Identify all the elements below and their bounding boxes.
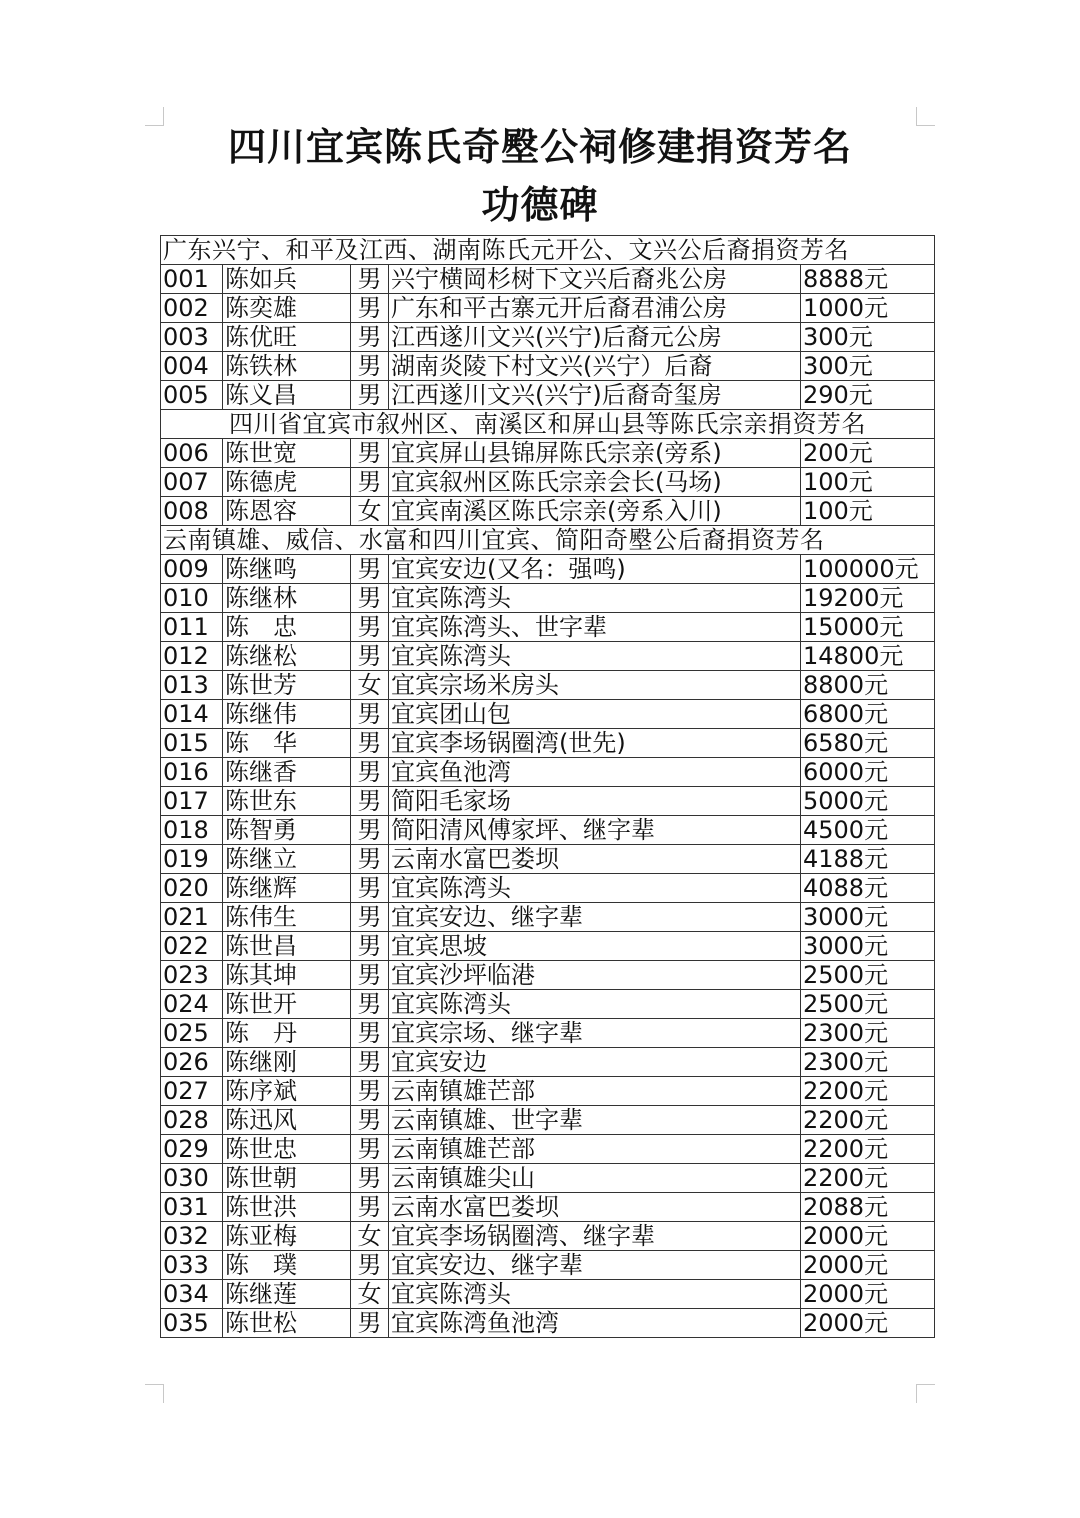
donor-gender: 男 xyxy=(351,903,389,932)
table-row xyxy=(161,265,935,294)
table-row xyxy=(161,961,935,990)
donor-number: 013 xyxy=(161,671,223,700)
donation-amount: 3000元 xyxy=(801,932,935,961)
donor-name: 陈如兵 xyxy=(223,265,351,294)
donor-number: 015 xyxy=(161,729,223,758)
donor-gender: 男 xyxy=(351,1309,389,1338)
donor-gender: 男 xyxy=(351,758,389,787)
table-row xyxy=(161,1135,935,1164)
donor-gender: 男 xyxy=(351,352,389,381)
donor-origin: 宜宾安边 xyxy=(389,1048,801,1077)
donor-gender: 男 xyxy=(351,729,389,758)
table-row xyxy=(161,1019,935,1048)
table-row xyxy=(161,729,935,758)
donor-origin: 云南镇雄芒部 xyxy=(389,1077,801,1106)
donor-number: 033 xyxy=(161,1251,223,1280)
donor-name: 陈继伟 xyxy=(223,700,351,729)
donor-gender: 男 xyxy=(351,1077,389,1106)
donor-origin: 宜宾宗场、继字辈 xyxy=(389,1019,801,1048)
page-subtitle: 功德碑 xyxy=(481,183,599,227)
donor-gender: 男 xyxy=(351,845,389,874)
table-row xyxy=(161,671,935,700)
donor-name: 陈其坤 xyxy=(223,961,351,990)
table-row xyxy=(161,758,935,787)
donor-origin: 宜宾李场锅圈湾(世先) xyxy=(389,729,801,758)
donor-gender: 男 xyxy=(351,1164,389,1193)
donor-gender: 男 xyxy=(351,874,389,903)
donation-amount: 2500元 xyxy=(801,990,935,1019)
donation-amount: 300元 xyxy=(801,352,935,381)
donor-number: 012 xyxy=(161,642,223,671)
donor-gender: 男 xyxy=(351,1135,389,1164)
donor-gender: 女 xyxy=(351,1222,389,1251)
donor-origin: 简阳毛家场 xyxy=(389,787,801,816)
table-row xyxy=(161,1222,935,1251)
donation-amount: 290元 xyxy=(801,381,935,410)
table-row xyxy=(161,642,935,671)
donation-amount: 100000元 xyxy=(801,555,935,584)
donor-origin: 广东和平古寨元开后裔君浦公房 xyxy=(389,294,801,323)
donor-name: 陈世芳 xyxy=(223,671,351,700)
donor-origin: 宜宾思坡 xyxy=(389,932,801,961)
table-row xyxy=(161,1309,935,1338)
table-row xyxy=(161,903,935,932)
donor-gender: 男 xyxy=(351,1251,389,1280)
donor-origin: 宜宾安边、继字辈 xyxy=(389,903,801,932)
donor-number: 030 xyxy=(161,1164,223,1193)
donation-amount: 2000元 xyxy=(801,1222,935,1251)
donor-number: 020 xyxy=(161,874,223,903)
crop-mark-bottom-left xyxy=(145,1384,164,1403)
donor-name: 陈继辉 xyxy=(223,874,351,903)
donor-number: 022 xyxy=(161,932,223,961)
donation-amount: 14800元 xyxy=(801,642,935,671)
donation-amount: 200元 xyxy=(801,439,935,468)
donor-number: 034 xyxy=(161,1280,223,1309)
donor-name: 陈世忠 xyxy=(223,1135,351,1164)
section-heading-row xyxy=(161,410,935,439)
table-row xyxy=(161,700,935,729)
donor-number: 008 xyxy=(161,497,223,526)
donation-amount: 2088元 xyxy=(801,1193,935,1222)
donor-name: 陈世宽 xyxy=(223,439,351,468)
donation-amount: 6800元 xyxy=(801,700,935,729)
table-row xyxy=(161,874,935,903)
crop-mark-top-left xyxy=(145,107,164,126)
donor-name: 陈序斌 xyxy=(223,1077,351,1106)
donor-name: 陈 忠 xyxy=(223,613,351,642)
donor-origin: 云南水富巴娄坝 xyxy=(389,1193,801,1222)
donor-gender: 男 xyxy=(351,1048,389,1077)
donor-origin: 宜宾陈湾头 xyxy=(389,990,801,1019)
donor-name: 陈德虎 xyxy=(223,468,351,497)
donor-number: 026 xyxy=(161,1048,223,1077)
donor-number: 010 xyxy=(161,584,223,613)
table-row xyxy=(161,323,935,352)
donation-amount: 2300元 xyxy=(801,1048,935,1077)
donor-number: 024 xyxy=(161,990,223,1019)
donation-amount: 5000元 xyxy=(801,787,935,816)
donor-origin: 宜宾陈湾头 xyxy=(389,874,801,903)
table-row xyxy=(161,294,935,323)
donor-number: 014 xyxy=(161,700,223,729)
donor-origin: 云南镇雄芒部 xyxy=(389,1135,801,1164)
donor-gender: 男 xyxy=(351,787,389,816)
donor-name: 陈继立 xyxy=(223,845,351,874)
section-heading-row xyxy=(161,526,935,555)
donation-amount: 6580元 xyxy=(801,729,935,758)
donor-gender: 男 xyxy=(351,555,389,584)
donor-number: 032 xyxy=(161,1222,223,1251)
donor-name: 陈亚梅 xyxy=(223,1222,351,1251)
donation-amount: 1000元 xyxy=(801,294,935,323)
donation-amount: 15000元 xyxy=(801,613,935,642)
donor-origin: 宜宾陈湾头、世字辈 xyxy=(389,613,801,642)
donor-gender: 女 xyxy=(351,497,389,526)
donor-table xyxy=(160,235,935,1338)
donor-name: 陈世开 xyxy=(223,990,351,1019)
table-row xyxy=(161,932,935,961)
donor-gender: 男 xyxy=(351,816,389,845)
donor-number: 007 xyxy=(161,468,223,497)
donor-gender: 女 xyxy=(351,1280,389,1309)
donor-name: 陈世松 xyxy=(223,1309,351,1338)
donor-gender: 男 xyxy=(351,584,389,613)
donor-number: 016 xyxy=(161,758,223,787)
table-row xyxy=(161,555,935,584)
donor-name: 陈优旺 xyxy=(223,323,351,352)
donor-origin: 宜宾安边(又名：强鸣) xyxy=(389,555,801,584)
donor-number: 011 xyxy=(161,613,223,642)
donor-origin: 简阳清风傅家坪、继字辈 xyxy=(389,816,801,845)
donation-amount: 100元 xyxy=(801,468,935,497)
donor-table-body xyxy=(161,236,935,1338)
table-row xyxy=(161,1164,935,1193)
donation-amount: 8800元 xyxy=(801,671,935,700)
donation-amount: 6000元 xyxy=(801,758,935,787)
donor-origin: 江西遂川文兴(兴宁)后裔元公房 xyxy=(389,323,801,352)
donor-number: 028 xyxy=(161,1106,223,1135)
donor-origin: 宜宾叙州区陈氏宗亲会长(马场) xyxy=(389,468,801,497)
donation-amount: 2200元 xyxy=(801,1135,935,1164)
donor-name: 陈继刚 xyxy=(223,1048,351,1077)
donor-origin: 宜宾沙坪临港 xyxy=(389,961,801,990)
donor-name: 陈铁林 xyxy=(223,352,351,381)
donor-name: 陈继莲 xyxy=(223,1280,351,1309)
table-row xyxy=(161,1048,935,1077)
table-row xyxy=(161,1077,935,1106)
donor-number: 017 xyxy=(161,787,223,816)
donor-name: 陈伟生 xyxy=(223,903,351,932)
donor-name: 陈智勇 xyxy=(223,816,351,845)
donor-gender: 男 xyxy=(351,323,389,352)
donor-number: 002 xyxy=(161,294,223,323)
table-row xyxy=(161,1280,935,1309)
donation-amount: 4500元 xyxy=(801,816,935,845)
donor-number: 006 xyxy=(161,439,223,468)
donor-origin: 兴宁横岡杉树下文兴后裔兆公房 xyxy=(389,265,801,294)
donor-name: 陈继鸣 xyxy=(223,555,351,584)
donor-gender: 男 xyxy=(351,990,389,1019)
page-title: 四川宜宾陈氏奇壂公祠修建捐资芳名 xyxy=(227,125,852,169)
donor-name: 陈继香 xyxy=(223,758,351,787)
donor-origin: 江西遂川文兴(兴宁)后裔奇玺房 xyxy=(389,381,801,410)
table-row xyxy=(161,584,935,613)
table-row xyxy=(161,613,935,642)
table-row xyxy=(161,1251,935,1280)
donor-number: 003 xyxy=(161,323,223,352)
table-row xyxy=(161,845,935,874)
donor-gender: 男 xyxy=(351,961,389,990)
donor-table-container xyxy=(160,235,934,1338)
donor-gender: 女 xyxy=(351,671,389,700)
donor-origin: 宜宾陈湾头 xyxy=(389,642,801,671)
donor-name: 陈 璞 xyxy=(223,1251,351,1280)
donor-origin: 云南水富巴娄坝 xyxy=(389,845,801,874)
table-row xyxy=(161,439,935,468)
donor-gender: 男 xyxy=(351,1193,389,1222)
donor-number: 029 xyxy=(161,1135,223,1164)
table-row xyxy=(161,787,935,816)
donor-number: 019 xyxy=(161,845,223,874)
donor-gender: 男 xyxy=(351,294,389,323)
donation-amount: 4188元 xyxy=(801,845,935,874)
donor-number: 009 xyxy=(161,555,223,584)
donor-origin: 云南镇雄、世字辈 xyxy=(389,1106,801,1135)
donor-name: 陈世昌 xyxy=(223,932,351,961)
donor-name: 陈继松 xyxy=(223,642,351,671)
table-row xyxy=(161,497,935,526)
donor-name: 陈 丹 xyxy=(223,1019,351,1048)
donor-number: 018 xyxy=(161,816,223,845)
donation-amount: 2000元 xyxy=(801,1251,935,1280)
donor-number: 025 xyxy=(161,1019,223,1048)
donation-amount: 2300元 xyxy=(801,1019,935,1048)
donor-name: 陈奕雄 xyxy=(223,294,351,323)
donation-amount: 300元 xyxy=(801,323,935,352)
donor-gender: 男 xyxy=(351,265,389,294)
donor-origin: 宜宾屏山县锦屏陈氏宗亲(旁系) xyxy=(389,439,801,468)
donor-name: 陈世东 xyxy=(223,787,351,816)
donor-gender: 男 xyxy=(351,381,389,410)
donor-origin: 宜宾陈湾头 xyxy=(389,1280,801,1309)
donation-amount: 2200元 xyxy=(801,1077,935,1106)
donor-origin: 宜宾李场锅圈湾、继字辈 xyxy=(389,1222,801,1251)
donor-number: 027 xyxy=(161,1077,223,1106)
donor-gender: 男 xyxy=(351,700,389,729)
table-row xyxy=(161,816,935,845)
donor-origin: 宜宾陈湾鱼池湾 xyxy=(389,1309,801,1338)
donation-amount: 3000元 xyxy=(801,903,935,932)
section-heading: 四川省宜宾市叙州区、南溪区和屏山县等陈氏宗亲捐资芳名 xyxy=(161,410,935,439)
donor-name: 陈继林 xyxy=(223,584,351,613)
donation-amount: 2000元 xyxy=(801,1280,935,1309)
table-row xyxy=(161,381,935,410)
donor-gender: 男 xyxy=(351,1106,389,1135)
donor-origin: 宜宾鱼池湾 xyxy=(389,758,801,787)
donor-number: 035 xyxy=(161,1309,223,1338)
donor-number: 023 xyxy=(161,961,223,990)
donor-number: 031 xyxy=(161,1193,223,1222)
donor-origin: 宜宾团山包 xyxy=(389,700,801,729)
table-row xyxy=(161,1193,935,1222)
table-row xyxy=(161,352,935,381)
donor-origin: 宜宾南溪区陈氏宗亲(旁系入川) xyxy=(389,497,801,526)
donation-amount: 2500元 xyxy=(801,961,935,990)
table-row xyxy=(161,1106,935,1135)
crop-mark-bottom-right xyxy=(916,1384,935,1403)
section-heading: 广东兴宁、和平及江西、湖南陈氏元开公、文兴公后裔捐资芳名 xyxy=(161,236,935,265)
donation-amount: 2000元 xyxy=(801,1309,935,1338)
donor-name: 陈 华 xyxy=(223,729,351,758)
donor-origin: 云南镇雄尖山 xyxy=(389,1164,801,1193)
donor-origin: 宜宾陈湾头 xyxy=(389,584,801,613)
donor-number: 021 xyxy=(161,903,223,932)
donation-amount: 19200元 xyxy=(801,584,935,613)
donor-number: 001 xyxy=(161,265,223,294)
donor-origin: 宜宾安边、继字辈 xyxy=(389,1251,801,1280)
donor-name: 陈世朝 xyxy=(223,1164,351,1193)
donor-gender: 男 xyxy=(351,642,389,671)
section-heading-row xyxy=(161,236,935,265)
donation-amount: 2200元 xyxy=(801,1164,935,1193)
donor-number: 005 xyxy=(161,381,223,410)
donor-gender: 男 xyxy=(351,613,389,642)
donation-amount: 4088元 xyxy=(801,874,935,903)
donor-gender: 男 xyxy=(351,932,389,961)
donor-name: 陈恩容 xyxy=(223,497,351,526)
donation-amount: 100元 xyxy=(801,497,935,526)
donor-number: 004 xyxy=(161,352,223,381)
donor-name: 陈迅风 xyxy=(223,1106,351,1135)
table-row xyxy=(161,468,935,497)
table-row xyxy=(161,990,935,1019)
donor-name: 陈义昌 xyxy=(223,381,351,410)
donor-gender: 男 xyxy=(351,1019,389,1048)
crop-mark-top-right xyxy=(916,107,935,126)
donor-name: 陈世洪 xyxy=(223,1193,351,1222)
donor-gender: 男 xyxy=(351,468,389,497)
donor-origin: 湖南炎陵下村文兴(兴宁）后裔 xyxy=(389,352,801,381)
donation-amount: 2200元 xyxy=(801,1106,935,1135)
donor-origin: 宜宾宗场米房头 xyxy=(389,671,801,700)
section-heading: 云南镇雄、威信、水富和四川宜宾、简阳奇壂公后裔捐资芳名 xyxy=(161,526,935,555)
donation-amount: 8888元 xyxy=(801,265,935,294)
donor-gender: 男 xyxy=(351,439,389,468)
